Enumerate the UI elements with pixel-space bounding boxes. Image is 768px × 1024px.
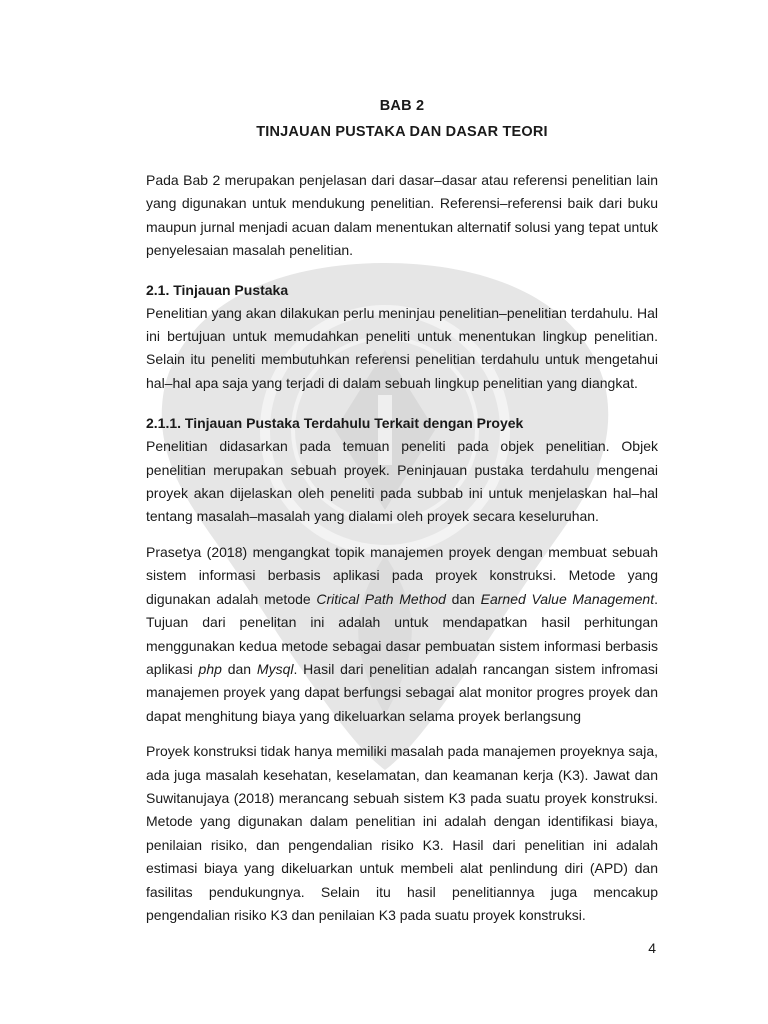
paragraph-2-text-5: . Hasil dari penelitian adalah rancangan sistem infromasi manajemen proyek yang dapat berfungsi sebagai alat monitor progres proyek dan dapat menghitung biaya yang dikeluarkan selama proyek berlangsung bbox=[146, 660, 658, 724]
chapter-title: TINJAUAN PUSTAKA DAN DASAR TEORI bbox=[256, 124, 548, 140]
section-2-1-1-paragraph-1: Penelitian didasarkan pada temuan peneliti pada objek penelitian. Objek penelitian merupakan sebuah proyek. Peninjauan pustaka terdahulu mengenai proyek akan dijelaskan oleh peneliti pada subbab ini untuk menjelaskan hal–hal tentang masalah–masalah yang dialami oleh proyek secara keseluruhan. bbox=[146, 438, 658, 525]
paragraph-2-text-3: . Tujuan dari penelitan ini adalah untuk mendapatkan hasil perhitungan menggunakan kedua metode sebagai dasar pembuatan sistem informasi berbasis aplikasi bbox=[146, 590, 659, 677]
section-heading-2-1-1: 2.1.1. Tinjauan Pustaka Terdahulu Terkait dengan Proyek bbox=[146, 415, 524, 432]
page-number: 4 bbox=[648, 940, 656, 956]
page-content bbox=[146, 95, 658, 927]
php-term: php bbox=[198, 660, 222, 677]
chapter-number: BAB 2 bbox=[379, 98, 425, 114]
section-2-1-1-paragraph-2 bbox=[146, 541, 658, 728]
mysql-term: Mysql bbox=[256, 660, 294, 677]
section-heading-2-1: 2.1. Tinjauan Pustaka bbox=[146, 281, 289, 298]
paragraph-2-text-2: dan bbox=[445, 590, 481, 607]
critical-path-method-term: Critical Path Method bbox=[316, 590, 446, 607]
section-2-1-paragraph: Penelitian yang akan dilakukan perlu meninjau penelitian–penelitian terdahulu. Hal ini bertujuan untuk memudahkan peneliti untuk menentukan lingkup penelitian. Selain itu peneliti membutuhkan referensi penelitian terdahulu untuk mengetahui hal–hal apa saja yang terjadi di dalam sebuah lingkup penelitian yang diangkat. bbox=[146, 304, 658, 391]
paragraph-2-text-4: dan bbox=[221, 660, 257, 677]
earned-value-management-term: Earned Value Management bbox=[480, 590, 655, 607]
paragraph-2-text-1: Prasetya (2018) mengangkat topik manajemen proyek dengan membuat sebuah sistem informasi berbasis aplikasi pada proyek konstruksi. Metode yang digunakan adalah metode bbox=[146, 543, 658, 607]
section-2-1-1-paragraph-3: Proyek konstruksi tidak hanya memiliki masalah pada manajemen proyeknya saja, ada juga masalah kesehatan, keselamatan, dan keamanan kerja (K3). Jawat dan Suwitanujaya (2018) merancang sebuah sistem K3 pada suatu proyek konstruksi. Metode yang digunakan dalam penelitian ini adalah dengan identifikasi biaya, penilaian risiko, dan pengendalian risiko K3. Hasil dari penelitian ini adalah estimasi biaya yang dikeluarkan untuk membeli alat penlindung diri (APD) dan fasilitas pendukungnya. Selain itu hasil penelitiannya juga mencakup pengendalian risiko K3 dan penilaian K3 pada suatu proyek konstruksi. bbox=[146, 743, 658, 923]
intro-paragraph: Pada Bab 2 merupakan penjelasan dari dasar–dasar atau referensi penelitian lain yang digunakan untuk mendukung penelitian. Referensi–referensi baik dari buku maupun jurnal menjadi acuan dalam menentukan alternatif solusi yang tepat untuk penyelesaian masalah penelitian. bbox=[146, 172, 658, 259]
